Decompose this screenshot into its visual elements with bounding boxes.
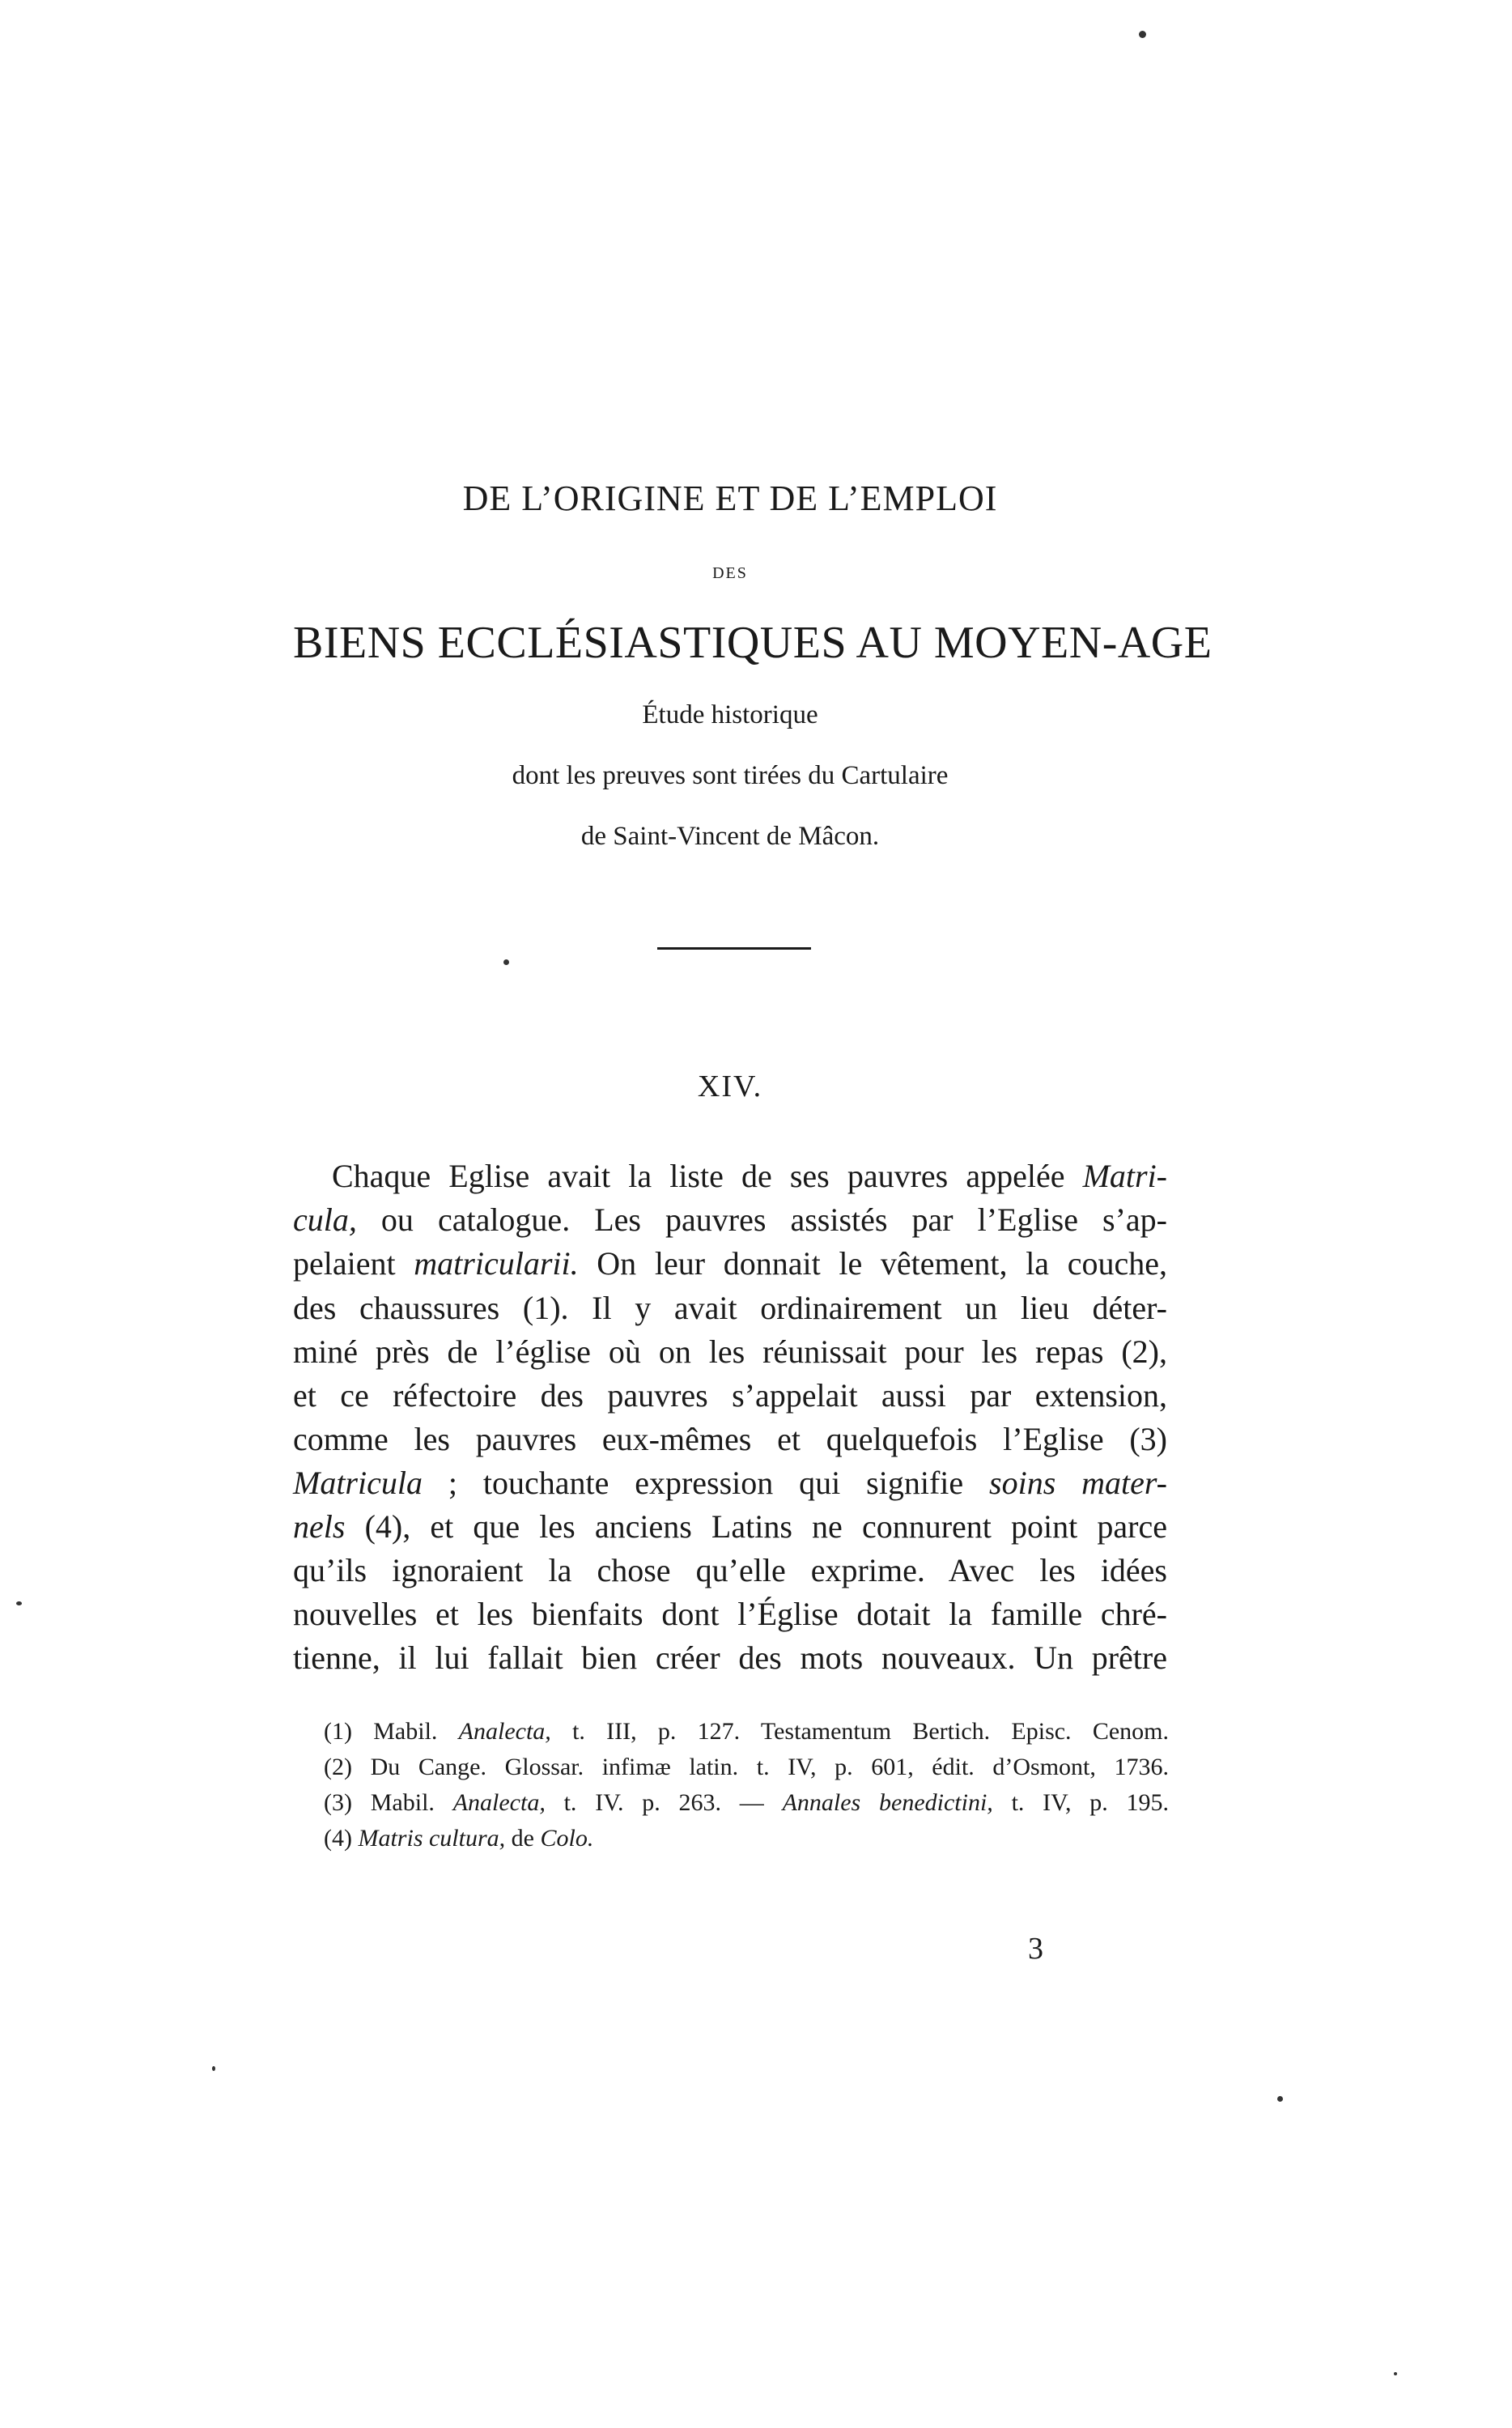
footnote	[324, 1825, 1169, 1852]
footnote-number: (3)	[324, 1789, 352, 1816]
footnote	[324, 1718, 1169, 1746]
main-title: BIENS ECCLÉSIASTIQUES AU MOYEN-AGE	[293, 618, 1213, 668]
title-line-1: DE L’ORIGINE ET DE L’EMPLOI	[462, 478, 998, 518]
body-line: qu’ils ignoraient la chose qu’elle exprime. Avec les idées	[293, 1552, 1167, 1588]
body-italic: cula,	[293, 1201, 357, 1238]
footnote-number: (4)	[324, 1825, 352, 1852]
chapter-number: XIV.	[697, 1069, 763, 1103]
separator-rule	[657, 947, 811, 950]
footnote-number: (2)	[324, 1754, 352, 1780]
scan-speck	[16, 1601, 22, 1605]
footnote-number: (1)	[324, 1718, 352, 1745]
footnote-italic: Colo.	[540, 1825, 594, 1852]
body-italic: Matricula	[293, 1465, 423, 1501]
subtitle-line-2: dont les preuves sont tirées du Cartulaire	[512, 761, 949, 790]
body-line	[293, 1467, 1167, 1499]
body-line	[293, 1508, 1167, 1545]
scan-speck	[1139, 31, 1146, 38]
body-line	[293, 1160, 1167, 1193]
body-text: ; touchante expression qui signifie	[422, 1465, 990, 1501]
subtitle-line-3: de Saint-Vincent de Mâcon.	[580, 822, 880, 851]
body-italic: soins mater-	[989, 1465, 1167, 1501]
title-line-2: DES	[712, 564, 748, 582]
footnote-text: t. IV, p. 195.	[992, 1789, 1170, 1816]
body-italic: nels	[293, 1508, 346, 1545]
body-italic: Matri-	[1082, 1158, 1167, 1194]
footnote-text: Mabil.	[351, 1718, 459, 1745]
scan-speck	[1277, 2096, 1283, 2102]
footnote-italic: Analecta,	[458, 1718, 551, 1745]
body-line: et ce réfectoire des pauvres s’appelait aussi par extension,	[293, 1377, 1167, 1414]
scan-speck	[503, 959, 509, 965]
footnote-text: Du Cange. Glossar. infimæ latin. t. IV, p. 601, édit. d’Osmont, 1736.	[351, 1754, 1169, 1780]
page-number: 3	[1028, 1932, 1043, 1966]
body-text: Chaque Eglise avait la liste de ses pauvres appelée	[332, 1158, 1083, 1194]
body-line: nouvelles et les bienfaits dont l’Église dotait la famille chré-	[293, 1596, 1167, 1632]
body-text: (4), et que les anciens Latins ne connurent point parce	[345, 1508, 1167, 1545]
scan-speck	[212, 2066, 215, 2071]
body-line: miné près de l’église où on les réunissait pour les repas (2),	[293, 1333, 1167, 1370]
body-line	[293, 1245, 1167, 1282]
footnote-text: t. III, p. 127. Testamentum Bertich. Episc. Cenom.	[550, 1718, 1169, 1745]
scan-speck	[1394, 2372, 1397, 2375]
body-text: ou catalogue. Les pauvres assistés par l’Eglise s’ap-	[356, 1201, 1167, 1238]
footnote-italic: Analecta,	[452, 1789, 546, 1816]
footnote-text: de	[505, 1825, 541, 1852]
footnote-italic: Matris cultura,	[358, 1825, 506, 1852]
body-line: tienne, il lui fallait bien créer des mots nouveaux. Un prêtre	[293, 1639, 1167, 1676]
footnote-text: Mabil.	[351, 1789, 453, 1816]
body-line: comme les pauvres eux-mêmes et quelquefois l’Eglise (3)	[293, 1421, 1167, 1457]
body-text: pelaient	[293, 1245, 414, 1282]
body-line	[293, 1201, 1167, 1238]
body-text: On leur donnait le vêtement, la couche,	[578, 1245, 1167, 1282]
subtitle-line-1: Étude historique	[642, 700, 818, 729]
footnote	[324, 1754, 1169, 1781]
body-line: des chaussures (1). Il y avait ordinairement un lieu déter-	[293, 1290, 1167, 1326]
footnote	[324, 1789, 1169, 1817]
footnote-text: t. IV. p. 263. —	[545, 1789, 783, 1816]
footnote-italic: Annales benedictini,	[782, 1789, 993, 1816]
body-italic: matricularii.	[414, 1245, 579, 1282]
